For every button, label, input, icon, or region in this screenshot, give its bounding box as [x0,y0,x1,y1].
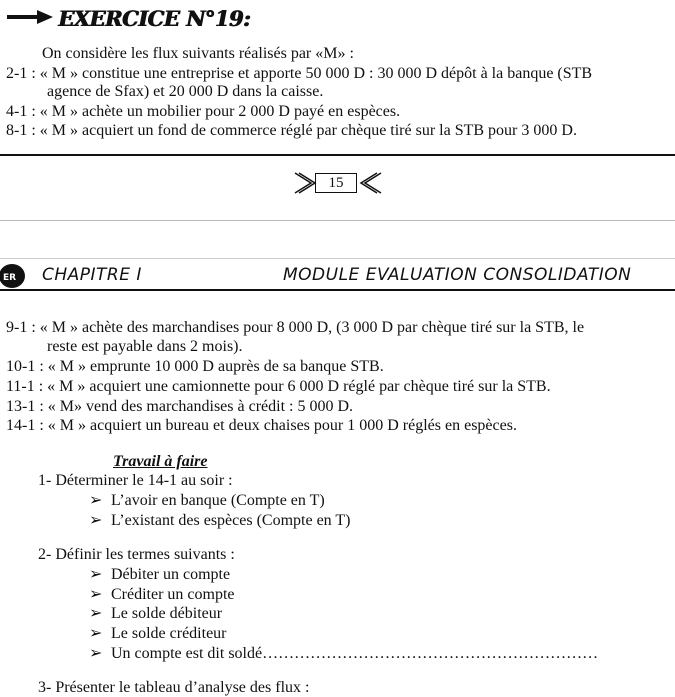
list-item: ➢ L’avoir en banque (Compte en T) [89,492,325,509]
list-item: ➢ Créditer un compte [89,586,235,603]
intro-text: On considère les flux suivants réalisés par «M» : [42,45,354,62]
list-item: ➢ Le solde débiteur [89,605,223,622]
page-top-line [0,258,675,259]
travail-heading: Travail à faire [113,453,208,470]
list-item: ➢ Un compte est dit soldé……………………………………………………… [89,645,599,662]
page-number-box [293,170,383,201]
list-item: ➢ Le solde créditeur [89,625,227,642]
chapter-underline [0,289,675,291]
right-arrow-icon [7,10,53,24]
question-2: 2- Définir les termes suivants : [38,546,235,563]
chapter-title: CHAPITRE I [42,265,142,285]
question-3: 3- Présenter le tableau d’analyse des flux : [38,679,310,696]
module-title: MODULE EVALUATION CONSOLIDATION [283,265,632,285]
flux-line-continued: agence de Sfax) et 20 000 D dans la caisse. [47,83,324,100]
question-1: 1- Déterminer le 14-1 au soir : [38,472,233,489]
page-number: 15 [315,173,357,193]
arrowhead-bullet-icon: ➢ [89,566,103,583]
page-gap-line [0,220,675,221]
arrowhead-bullet-icon: ➢ [89,625,103,642]
arrowhead-bullet-icon: ➢ [89,586,103,603]
svg-text:ER: ER [3,273,17,283]
flux-line: 13-1 : « M» vend des marchandises à crédit : 5 000 D. [6,398,354,415]
flux-line: 14-1 : « M » acquiert un bureau et deux chaises pour 1 000 D réglés en espèces. [6,417,517,434]
flux-line: 11-1 : « M » acquiert une camionnette pour 6 000 D réglé par chèque tiré sur la STB. [6,378,551,395]
list-item: ➢ Débiter un compte [89,566,231,583]
flux-line: 10-1 : « M » emprunte 10 000 D auprès de sa banque STB. [6,358,384,375]
arrowhead-bullet-icon: ➢ [89,605,103,622]
flux-line: 9-1 : « M » achète des marchandises pour 8 000 D, (3 000 D par chèque tiré sur la STB, le [6,319,585,336]
flux-line-continued: reste est payable dans 2 mois). [47,338,243,355]
flux-line: 8-1 : « M » acquiert un fond de commerce réglé par chèque tiré sur la STB pour 3 000 D. [6,122,577,139]
arrowhead-bullet-icon: ➢ [89,512,103,529]
arrowhead-bullet-icon: ➢ [89,492,103,509]
chapter-badge-icon [0,262,30,290]
flux-line: 4-1 : « M » achète un mobilier pour 2 000 D payé en espèces. [6,103,401,120]
arrowhead-bullet-icon: ➢ [89,645,103,662]
exercise-title: EXERCICE N°19: [58,6,250,31]
list-item: ➢ L’existant des espèces (Compte en T) [89,512,351,529]
page-divider [0,154,675,156]
flux-line: 2-1 : « M » constitue une entreprise et apporte 50 000 D : 30 000 D dépôt à la banque (STB [6,65,593,82]
